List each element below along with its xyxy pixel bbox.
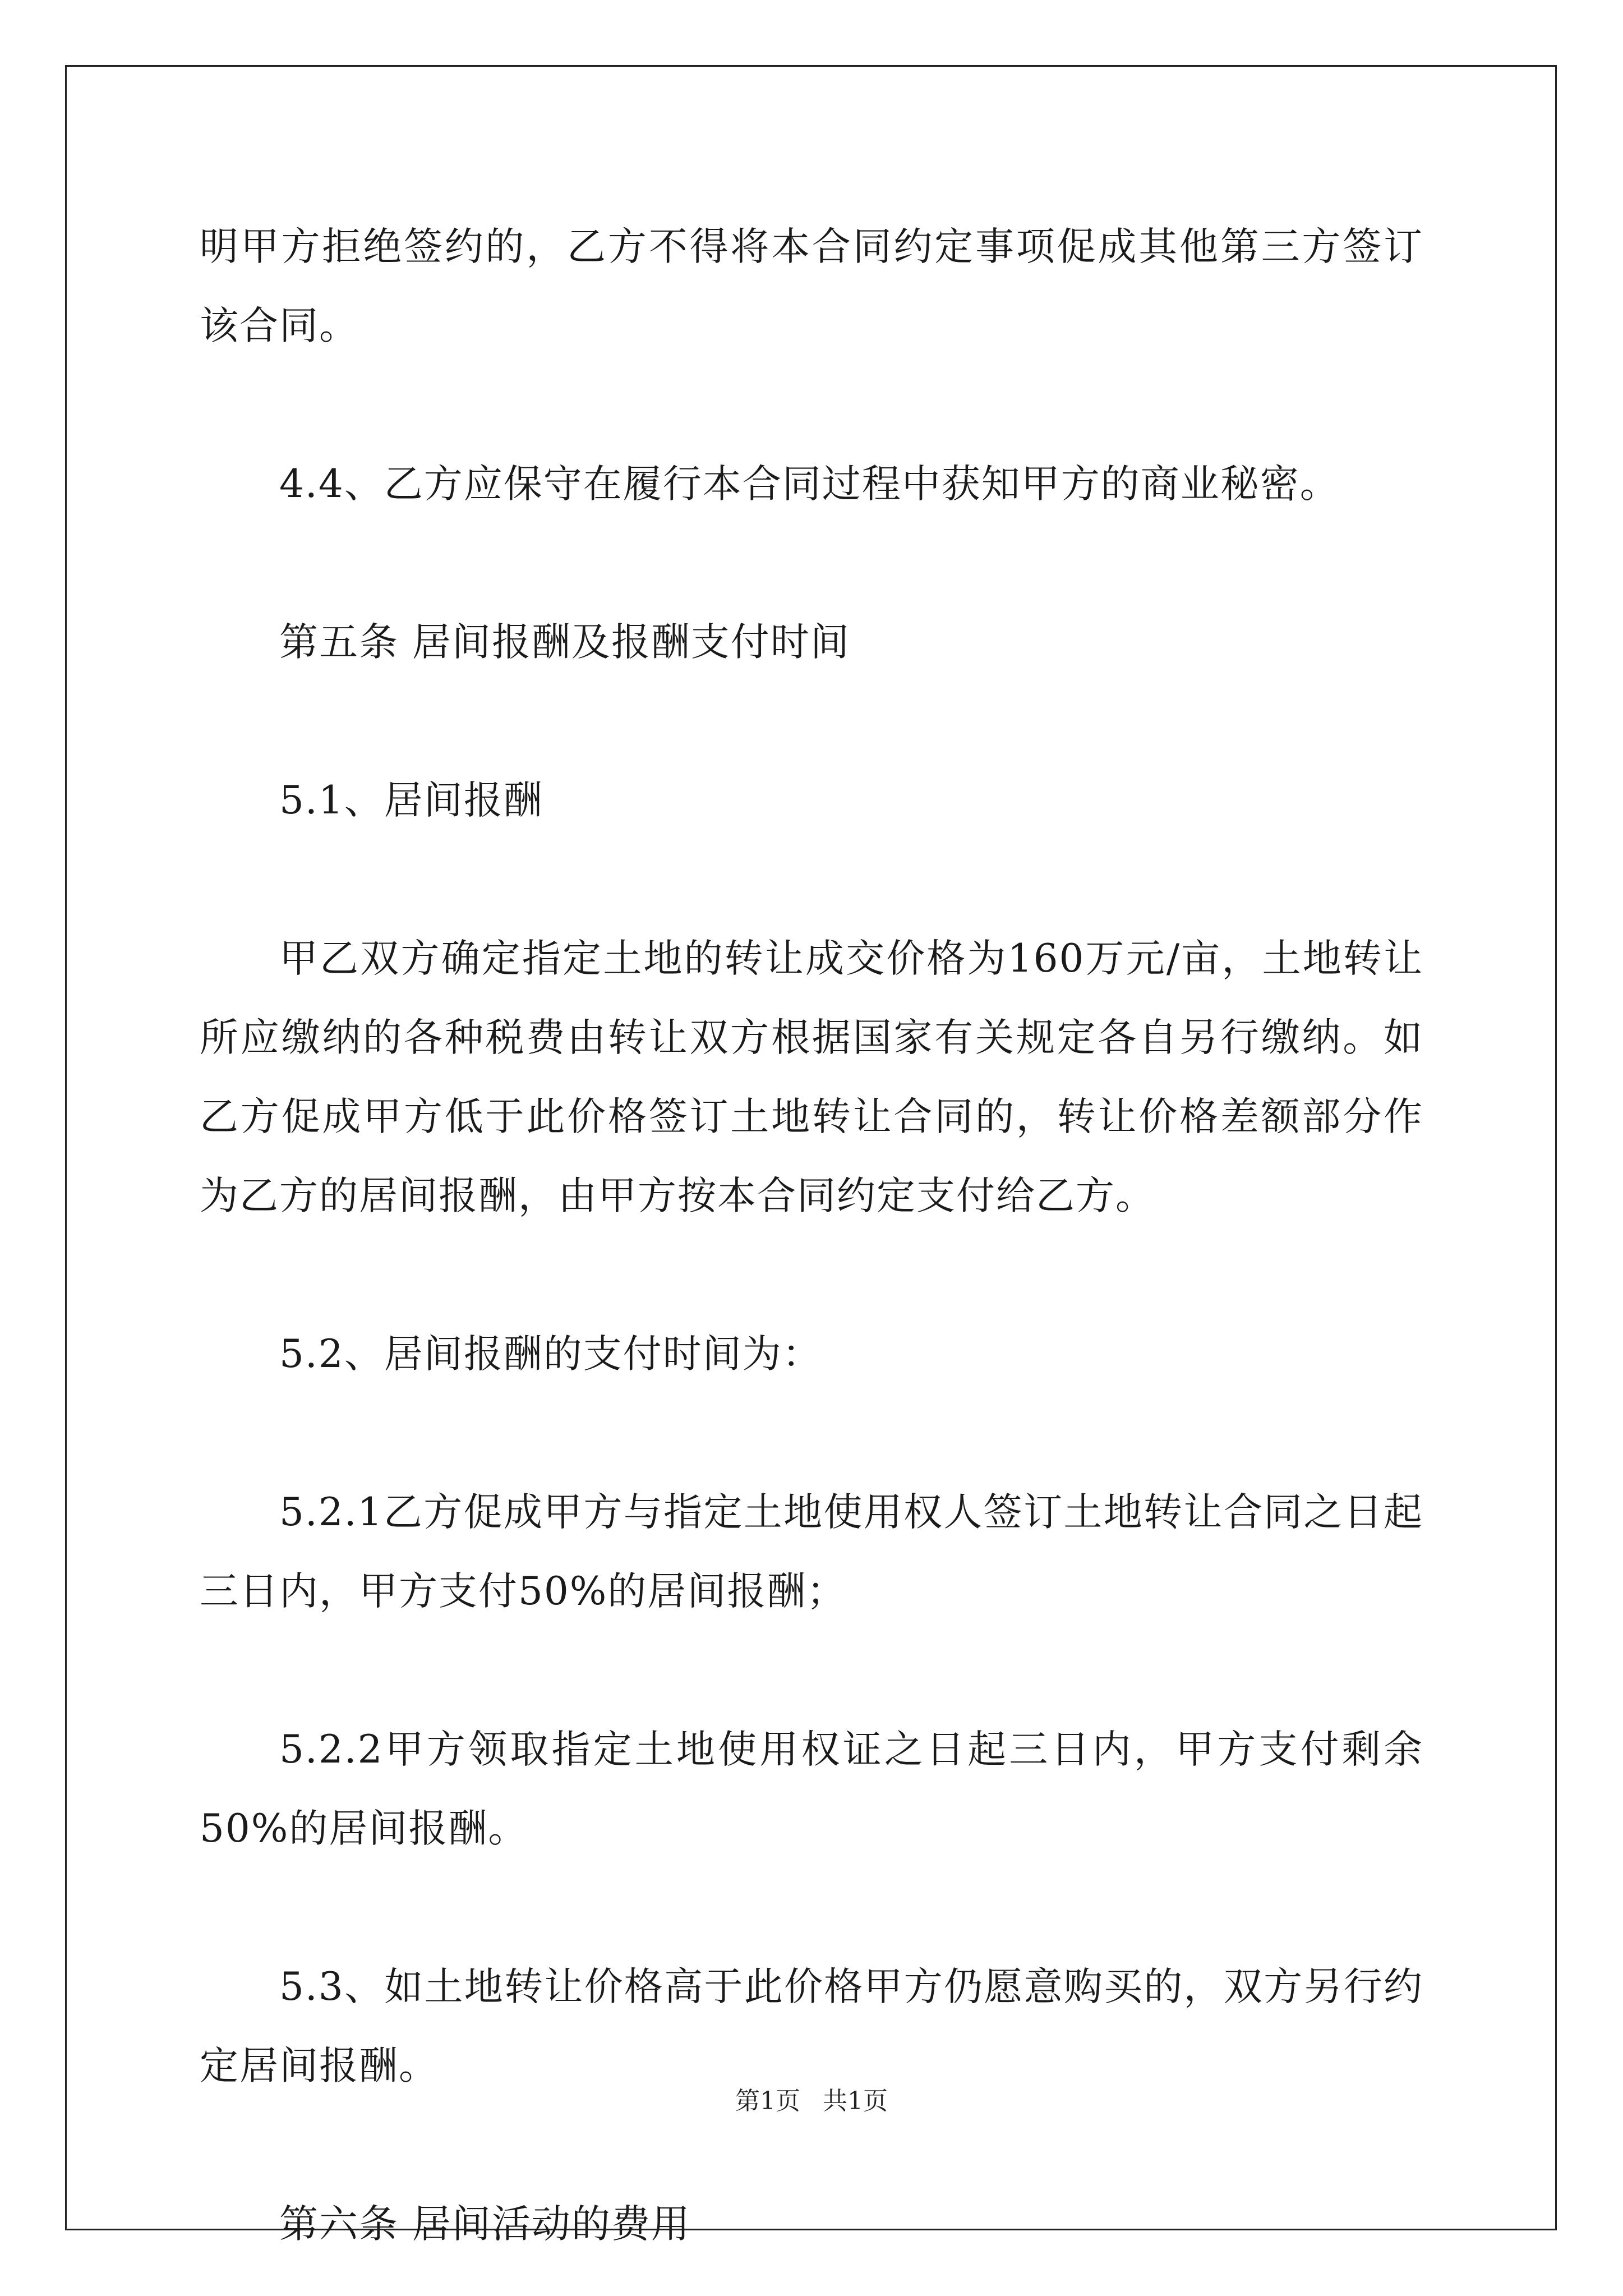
document-body [200,208,1423,2264]
heading-article-5: 第五条 居间报酬及报酬支付时间 [279,620,850,665]
paragraph-clause-5-2-2: 5.2.2甲方领取指定土地使用权证之日起三日内，甲方支付剩余50%的居间报酬。 [200,1727,1423,1851]
paragraph-continuation: 明甲方拒绝签约的，乙方不得将本合同约定事项促成其他第三方签订该合同。 [200,224,1423,348]
heading-clause-5-1: 5.1、居间报酬 [279,778,543,823]
heading-article-6: 第六条 居间活动的费用 [279,2202,691,2247]
paragraph-price-terms: 甲乙双方确定指定土地的转让成交价格为160万元/亩，土地转让所应缴纳的各种税费由转让双方根据国家有关规定各自另行缴纳。如乙方促成甲方低于此价格签订土地转让合同的，转让价格差额部分作为乙方的居间报酬，由甲方按本合同约定支付给乙方。 [200,936,1423,1218]
paragraph-clause-5-2-1: 5.2.1乙方促成甲方与指定土地使用权人签订土地转让合同之日起三日内，甲方支付50%的居间报酬； [200,1490,1423,1614]
heading-clause-5-2: 5.2、居间报酬的支付时间为： [279,1332,822,1377]
page-footer [0,2085,1623,2118]
paragraph-clause-5-3: 5.3、如土地转让价格高于此价格甲方仍愿意购买的，双方另行约定居间报酬。 [200,1964,1423,2088]
paragraph-clause-4-4: 4.4、乙方应保守在履行本合同过程中获知甲方的商业秘密。 [279,462,1340,507]
page-number-current: 第1页 [735,2087,800,2115]
page-number-total: 共1页 [823,2087,888,2115]
